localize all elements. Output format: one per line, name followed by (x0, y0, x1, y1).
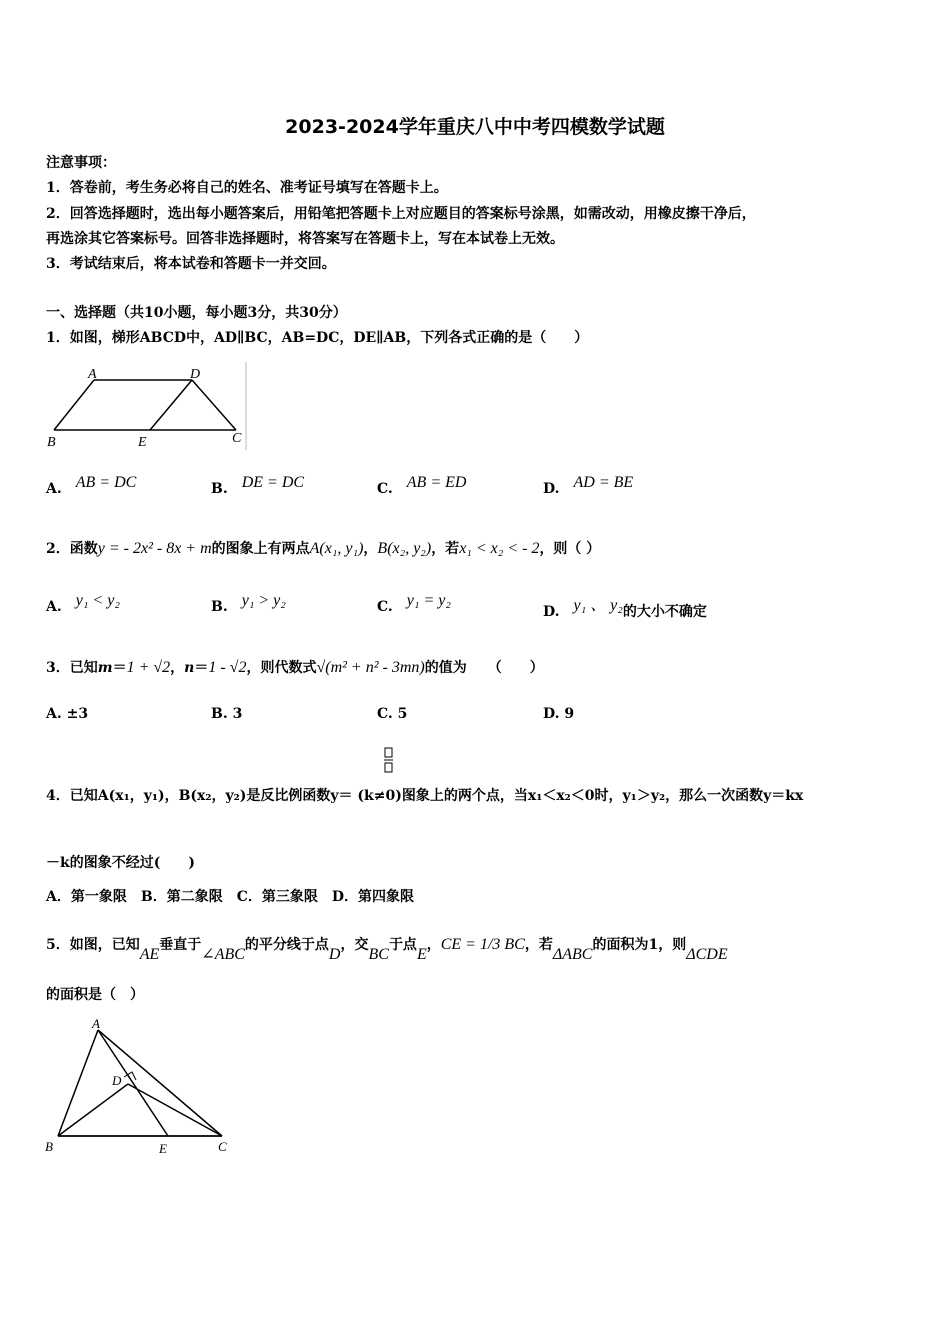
section-heading: 一、选择题（共10小题，每小题3分，共30分） (46, 305, 347, 321)
q1-stem: 1．如图，梯形ABCD中，AD∥BC，AB=DC，DE∥AB，下列各式正确的是（ ） (46, 330, 589, 346)
q1-label-d: D (190, 367, 201, 382)
q2-option-c: C. y₁ = y₂ (377, 592, 451, 615)
q1-label-e: E (138, 435, 147, 450)
q1-label-b: B (47, 435, 56, 450)
note-2b: 再选涂其它答案标号。回答非选择题时，将答案写在答题卡上，写在本试卷上无效。 (46, 231, 564, 247)
note-3: 3．考试结束后，将本试卷和答题卡一并交回。 (46, 256, 336, 272)
q5-label-b: B (45, 1139, 53, 1154)
q5-label-e: E (159, 1141, 167, 1156)
notes-heading: 注意事项： (46, 155, 116, 171)
q1-option-c: C. AB = ED (377, 474, 467, 497)
q3-option-c: C. 5 (377, 706, 408, 722)
q1-label-c: C (232, 431, 242, 446)
q2-option-a: A. y₁ < y₂ (46, 592, 120, 615)
note-2a: 2．回答选择题时，选出每小题答案后，用铅笔把答题卡上对应题目的答案标号涂黑，如需改动，用橡皮擦干净后， (46, 206, 756, 222)
q2-option-d: D. y₁ 、 y₂的大小不确定 (543, 597, 707, 620)
q1-label-a: A (88, 367, 97, 382)
page-title: 2023-2024学年重庆八中中考四模数学试题 (285, 116, 665, 138)
q1-trapezoid-figure (44, 360, 250, 452)
q3-stem: 3．已知m＝1 + √2，n＝1 - √2，则代数式√(m² + n² - 3mn)的值为 （ ） (46, 659, 544, 676)
q2-stem: 2．函数y = - 2x² - 8x + m的图象上有两点A(x₁, y₁)，B(x₂, y₂)，若x₁ < x₂ < - 2，则（ ） (46, 540, 601, 557)
q4-options: A．第一象限 B．第二象限 C．第三象限 D．第四象限 (46, 889, 414, 905)
q3-option-b: B. 3 (211, 706, 243, 722)
q5-label-a: A (92, 1016, 100, 1031)
q4-stem-line1: 4．已知A(x₁，y₁)，B(x₂，y₂)是反比例函数y＝ (k≠0)图象上的两个点，当x₁＜x₂＜0时，y₁＞y₂，那么一次函数y＝kx (46, 788, 804, 804)
q5-label-d: D (112, 1073, 122, 1088)
q4-stem-line2: －k的图象不经过( ) (46, 855, 195, 871)
note-1: 1．答卷前，考生务必将自己的姓名、准考证号填写在答题卡上。 (46, 180, 448, 196)
q5-label-c: C (218, 1139, 227, 1154)
q5-stem-line2: 的面积是（ ） (46, 987, 144, 1003)
q1-option-a: A. AB = DC (46, 474, 137, 497)
q1-option-d: D. AD = BE (543, 474, 634, 497)
q4-fraction-placeholder-icon (384, 746, 394, 774)
q5-stem: 5．如图，已知AE垂直于∠ABC的平分线于点D，交BC于点E，CE = 1/3 BC，若ΔABC的面积为1，则ΔCDE (46, 936, 728, 963)
q1-option-b: B. DE = DC (211, 474, 305, 497)
q2-option-b: B. y₁ > y₂ (211, 592, 286, 615)
q3-option-d: D. 9 (543, 706, 575, 722)
q3-option-a: A. ±3 (46, 706, 89, 722)
q5-triangle-figure (42, 1014, 242, 1160)
